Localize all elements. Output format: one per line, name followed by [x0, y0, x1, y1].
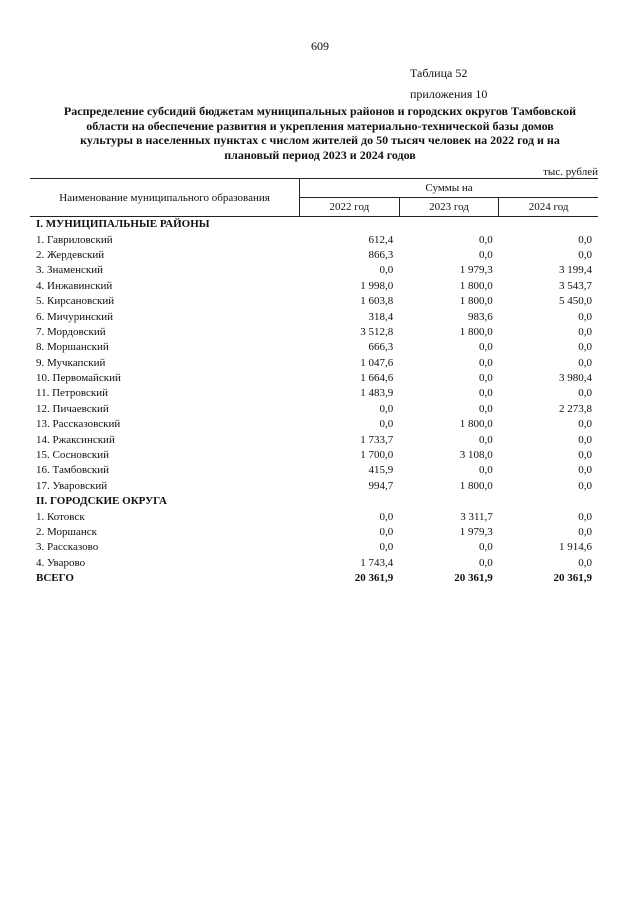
appendix-label: приложения 10: [410, 87, 488, 101]
value-2024: 0,0: [578, 556, 592, 569]
table-row: [30, 356, 598, 371]
table-row: [30, 509, 598, 524]
municipality-name: 7. Мордовский: [36, 325, 106, 338]
table-body: [30, 217, 598, 587]
value-2024: 0,0: [578, 418, 592, 431]
table-row: [30, 263, 598, 278]
municipality-name: 9. Мучкапский: [36, 356, 106, 369]
total-2023: 20 361,9: [454, 572, 493, 585]
value-2022: 866,3: [368, 248, 394, 261]
value-2024: 0,0: [578, 433, 592, 446]
value-2024: 0,0: [578, 248, 592, 261]
municipality-name: 17. Уваровский: [36, 479, 108, 492]
total-2022: 20 361,9: [354, 572, 394, 585]
table-row: [30, 279, 598, 294]
table-row: [30, 540, 598, 555]
value-2023: 1 800,0: [459, 279, 493, 292]
value-2022: 1 603,8: [360, 295, 394, 308]
value-2024: 0,0: [578, 479, 592, 492]
value-2023: 0,0: [479, 464, 493, 477]
value-2022: 666,3: [368, 341, 394, 354]
table-row: [30, 386, 598, 401]
value-2023: 1 800,0: [459, 325, 493, 338]
value-2023: 1 800,0: [459, 295, 493, 308]
value-2022: 0,0: [379, 418, 394, 431]
value-2024: 0,0: [578, 449, 592, 462]
municipality-name: 1. Гавриловский: [36, 233, 113, 246]
value-2022: 1 733,7: [360, 433, 394, 446]
table-row: [30, 479, 598, 494]
table-row: [30, 340, 598, 355]
value-2023: 1 979,3: [459, 526, 493, 538]
value-2024: 3 199,4: [559, 264, 592, 277]
value-2023: 3 311,7: [460, 510, 493, 523]
section-title: II. ГОРОДСКИЕ ОКРУГА: [36, 495, 167, 508]
municipality-name: 14. Ржаксинский: [36, 433, 115, 446]
municipality-name: 10. Первомайский: [36, 372, 121, 385]
table-row: [30, 432, 598, 447]
value-2022: 994,7: [368, 479, 394, 492]
value-2024: 0,0: [578, 325, 592, 338]
value-2022: 0,0: [379, 541, 394, 554]
value-2023: 0,0: [479, 233, 493, 246]
header-year-2022: 2022 год: [300, 198, 400, 217]
table-row: [30, 525, 598, 540]
value-2022: 1 483,9: [360, 387, 394, 400]
municipality-name: 2. Моршанск: [36, 526, 97, 538]
municipality-name: 2. Жердевский: [36, 248, 105, 261]
value-2023: 0,0: [479, 248, 493, 261]
value-2022: 0,0: [379, 526, 394, 538]
table-row: [30, 248, 598, 263]
value-2024: 0,0: [578, 464, 592, 477]
table-row: [30, 448, 598, 463]
value-2022: 1 047,6: [360, 356, 394, 369]
document-title: Распределение субсидий бюджетам муниципальных районов и городских округов Тамбовской области на обеспечение развития и укрепления материально-технической базы домов культуры в населенных пунктах с числом жителей до 50 тысяч человек на 2022 год и на плановый период 2023 и 2024 годов: [63, 104, 577, 162]
table-row: [30, 232, 598, 247]
subsidy-table: [30, 178, 598, 586]
value-2023: 1 979,3: [459, 264, 493, 277]
header-sums: Суммы на: [300, 179, 598, 198]
value-2023: 0,0: [479, 402, 493, 415]
section-title: I. МУНИЦИПАЛЬНЫЕ РАЙОНЫ: [36, 218, 210, 231]
value-2022: 3 512,8: [360, 325, 394, 338]
section-row: [30, 217, 598, 233]
value-2022: 612,4: [368, 233, 394, 246]
value-2024: 5 450,0: [559, 295, 592, 308]
value-2022: 415,9: [368, 464, 394, 477]
table-row: [30, 294, 598, 309]
value-2022: 1 664,6: [360, 372, 394, 385]
total-label: ВСЕГО: [36, 572, 74, 585]
value-2023: 0,0: [479, 433, 493, 446]
value-2023: 0,0: [479, 356, 493, 369]
value-2024: 0,0: [578, 310, 592, 323]
municipality-name: 4. Уварово: [36, 556, 86, 569]
value-2022: 318,4: [368, 310, 394, 323]
value-2022: 1 700,0: [360, 449, 394, 462]
value-2022: 1 743,4: [360, 556, 394, 569]
value-2022: 0,0: [379, 510, 394, 523]
value-2023: 1 800,0: [459, 479, 493, 492]
value-2024: 3 543,7: [559, 279, 592, 292]
municipality-name: 15. Сосновский: [36, 449, 110, 462]
header-name: Наименование муниципального образования: [30, 179, 300, 217]
municipality-name: 1. Котовск: [36, 510, 85, 523]
value-2024: 0,0: [578, 387, 592, 400]
value-2024: 0,0: [578, 356, 592, 369]
value-2023: 0,0: [479, 372, 493, 385]
value-2023: 3 108,0: [459, 449, 493, 462]
table-row: [30, 556, 598, 571]
total-row: [30, 571, 598, 586]
municipality-name: 3. Рассказово: [36, 541, 99, 554]
table-row: [30, 325, 598, 340]
page-number: 609: [311, 39, 329, 53]
municipality-name: 8. Моршанский: [36, 341, 109, 354]
total-2024: 20 361,9: [553, 572, 592, 585]
value-2023: 0,0: [479, 556, 493, 569]
section-row: [30, 494, 598, 509]
table-row: [30, 417, 598, 432]
value-2022: 1 998,0: [360, 279, 394, 292]
value-2023: 0,0: [479, 541, 493, 554]
municipality-name: 12. Пичаевский: [36, 402, 109, 415]
municipality-name: 6. Мичуринский: [36, 310, 113, 323]
value-2024: 3 980,4: [559, 372, 592, 385]
municipality-name: 3. Знаменский: [36, 264, 104, 277]
table-row: [30, 402, 598, 417]
table-number: Таблица 52: [410, 66, 468, 80]
header-year-2023: 2023 год: [399, 198, 499, 217]
value-2022: 0,0: [379, 402, 394, 415]
value-2023: 983,6: [468, 310, 493, 323]
municipality-name: 5. Кирсановский: [36, 295, 115, 308]
value-2024: 0,0: [578, 526, 592, 538]
value-2024: 0,0: [578, 510, 592, 523]
value-2022: 0,0: [379, 264, 394, 277]
value-2024: 0,0: [578, 233, 592, 246]
header-year-2024: 2024 год: [499, 198, 598, 217]
table-row: [30, 371, 598, 386]
value-2023: 0,0: [479, 387, 493, 400]
value-2023: 0,0: [479, 341, 493, 354]
table-row: [30, 463, 598, 478]
value-2024: 2 273,8: [559, 402, 592, 415]
municipality-name: 11. Петровский: [36, 387, 108, 400]
municipality-name: 4. Инжавинский: [36, 279, 113, 292]
table-row: [30, 309, 598, 324]
value-2024: 1 914,6: [559, 541, 592, 554]
municipality-name: 13. Рассказовский: [36, 418, 121, 431]
value-2023: 1 800,0: [459, 418, 493, 431]
value-2024: 0,0: [578, 341, 592, 354]
municipality-name: 16. Тамбовский: [36, 464, 110, 477]
units-label: тыс. рублей: [543, 166, 598, 178]
